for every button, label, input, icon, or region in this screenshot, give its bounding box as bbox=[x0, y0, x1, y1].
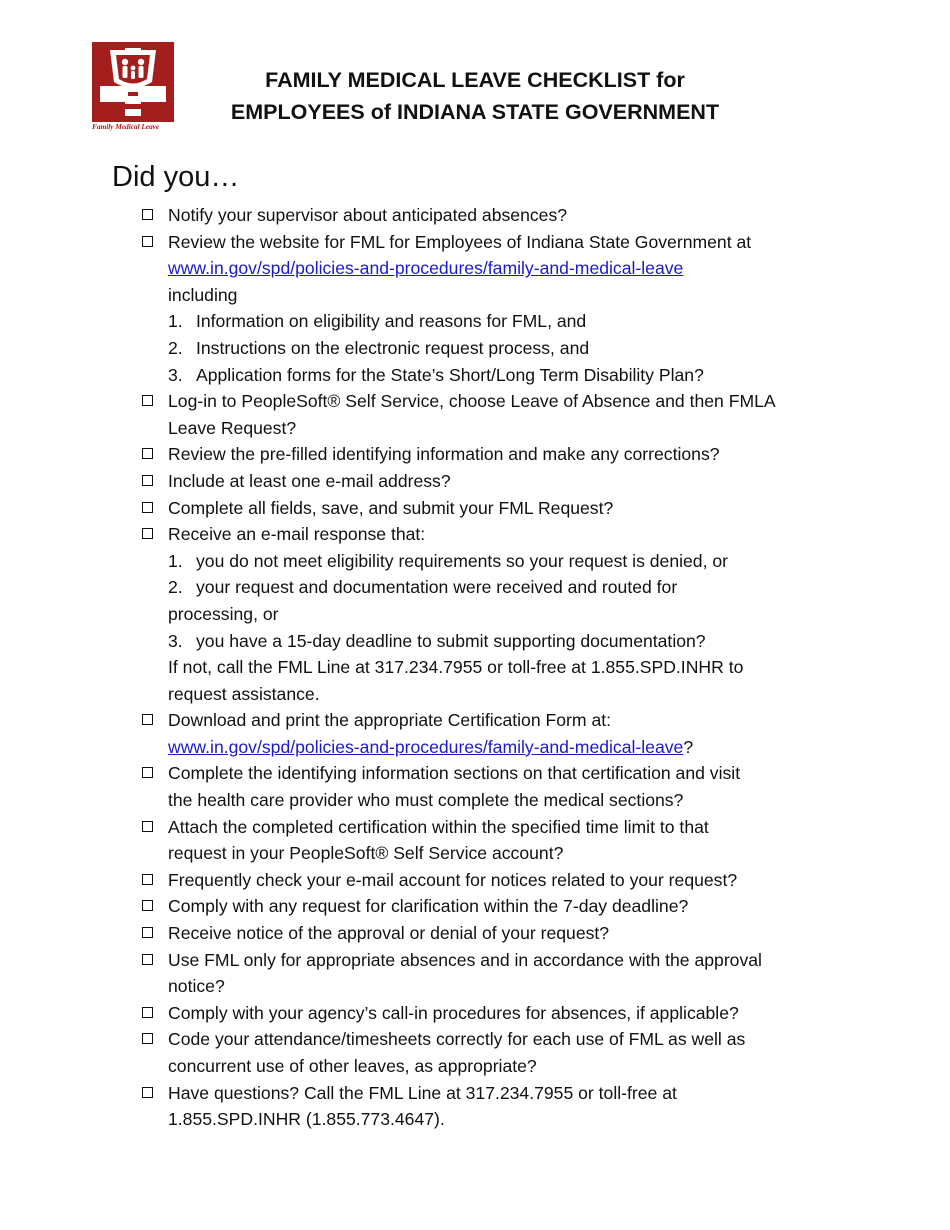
checklist-item bbox=[141, 441, 861, 468]
checklist-item bbox=[141, 947, 861, 1000]
sub-item bbox=[168, 548, 861, 575]
link-suffix: ? bbox=[683, 736, 694, 757]
sub-item-text: Application forms for the State’s Short/Long Term Disability Plan? bbox=[196, 364, 704, 385]
checkbox-icon[interactable] bbox=[142, 767, 153, 778]
checkbox-icon[interactable] bbox=[142, 475, 153, 486]
checkbox-icon[interactable] bbox=[142, 448, 153, 459]
checklist-item bbox=[141, 521, 861, 707]
checklist-item bbox=[141, 760, 861, 813]
checklist-item bbox=[141, 867, 861, 894]
checklist-item bbox=[141, 1026, 861, 1079]
checkbox-icon[interactable] bbox=[142, 927, 153, 938]
checkbox-icon[interactable] bbox=[142, 1033, 153, 1044]
checklist-item bbox=[141, 388, 861, 441]
sub-item bbox=[168, 335, 861, 362]
item-text: Comply with your agency’s call-in procedures for absences, if applicable? bbox=[168, 1002, 739, 1023]
item-text: Review the pre-filled identifying information and make any corrections? bbox=[168, 444, 720, 465]
item-text: Receive notice of the approval or denial of your request? bbox=[168, 923, 610, 944]
item-text: Have questions? Call the FML Line at 317.234.7955 or toll-free at bbox=[168, 1082, 677, 1103]
checklist-item bbox=[141, 893, 861, 920]
checkbox-icon[interactable] bbox=[142, 395, 153, 406]
item-text: Leave Request? bbox=[168, 417, 297, 438]
item-text: Notify your supervisor about anticipated absences? bbox=[168, 205, 568, 225]
sub-item-number: 1. bbox=[168, 311, 183, 332]
checklist-item bbox=[141, 468, 861, 495]
checkbox-icon[interactable] bbox=[142, 236, 153, 247]
page-title bbox=[160, 64, 790, 128]
sub-item bbox=[168, 308, 861, 335]
checklist-item bbox=[141, 1080, 861, 1133]
item-text: Complete all fields, save, and submit your FML Request? bbox=[168, 497, 614, 518]
sub-item-number: 3. bbox=[168, 630, 183, 651]
item-text: Use FML only for appropriate absences and in accordance with the approval bbox=[168, 949, 762, 970]
item-text: Include at least one e-mail address? bbox=[168, 470, 451, 491]
checklist-item bbox=[141, 707, 861, 760]
checklist-item bbox=[141, 495, 861, 522]
checklist-item bbox=[141, 202, 861, 229]
checkbox-icon[interactable] bbox=[142, 900, 153, 911]
sub-item-text: Information on eligibility and reasons for FML, and bbox=[196, 311, 587, 332]
checkbox-icon[interactable] bbox=[142, 821, 153, 832]
checkbox-icon[interactable] bbox=[142, 502, 153, 513]
item-text: including bbox=[168, 284, 238, 305]
sub-item-continuation bbox=[168, 601, 861, 628]
item-text: concurrent use of other leaves, as appropriate? bbox=[168, 1056, 537, 1076]
sub-item-number: 3. bbox=[168, 364, 183, 385]
item-text: Complete the identifying information sections on that certification and visit bbox=[168, 763, 741, 784]
title-line-2: EMPLOYEES of INDIANA STATE GOVERNMENT bbox=[230, 100, 720, 124]
checklist-item bbox=[141, 814, 861, 867]
title-line-1: FAMILY MEDICAL LEAVE CHECKLIST for bbox=[265, 68, 685, 92]
item-text: 1.855.SPD.INHR (1.855.773.4647). bbox=[168, 1109, 445, 1130]
item-text: Comply with any request for clarification within the 7-day deadline? bbox=[168, 896, 689, 917]
item-text: Code your attendance/timesheets correctly for each use of FML as well as bbox=[168, 1029, 746, 1050]
checkbox-icon[interactable] bbox=[142, 954, 153, 965]
certification-form-link[interactable]: www.in.gov/spd/policies-and-procedures/family-and-medical-leave bbox=[168, 736, 684, 757]
item-text: Download and print the appropriate Certification Form at: bbox=[168, 710, 612, 731]
item-text: the health care provider who must complete the medical sections? bbox=[168, 790, 684, 811]
item-text: request assistance. bbox=[168, 683, 320, 704]
checklist-item bbox=[141, 229, 861, 389]
item-text: Review the website for FML for Employees of Indiana State Government at bbox=[168, 231, 752, 252]
item-text: Log-in to PeopleSoft® Self Service, choose Leave of Absence and then FMLA bbox=[168, 391, 776, 412]
checklist-item bbox=[141, 1000, 861, 1027]
item-text: If not, call the FML Line at 317.234.7955 or toll-free at 1.855.SPD.INHR to bbox=[168, 657, 744, 678]
logo-caption: Family Medical Leave bbox=[92, 122, 160, 131]
sub-item bbox=[168, 574, 861, 601]
checkbox-icon[interactable] bbox=[142, 714, 153, 725]
checklist-item bbox=[141, 920, 861, 947]
sub-item-number: 2. bbox=[168, 337, 183, 358]
fml-website-link[interactable]: www.in.gov/spd/policies-and-procedures/family-and-medical-leave bbox=[168, 258, 684, 279]
checklist bbox=[141, 202, 861, 1133]
item-text: Attach the completed certification within the specified time limit to that bbox=[168, 816, 709, 837]
sub-item-text: you do not meet eligibility requirements so your request is denied, or bbox=[196, 550, 729, 571]
sub-item bbox=[168, 362, 861, 389]
item-text: Receive an e-mail response that: bbox=[168, 524, 426, 545]
checkbox-icon[interactable] bbox=[142, 1007, 153, 1018]
checkbox-icon[interactable] bbox=[142, 209, 153, 220]
sub-item-text: your request and documentation were received and routed for bbox=[196, 577, 678, 598]
sub-item-number: 2. bbox=[168, 577, 183, 598]
sub-item-text: Instructions on the electronic request process, and bbox=[196, 337, 590, 358]
item-text: Frequently check your e-mail account for notices related to your request? bbox=[168, 869, 738, 890]
sub-item-text: you have a 15-day deadline to submit supporting documentation? bbox=[196, 630, 706, 651]
item-text: notice? bbox=[168, 976, 225, 997]
sub-item bbox=[168, 628, 861, 655]
item-text: request in your PeopleSoft® Self Service account? bbox=[168, 843, 564, 864]
checkbox-icon[interactable] bbox=[142, 874, 153, 885]
sub-item-text: processing, or bbox=[168, 603, 279, 624]
checkbox-icon[interactable] bbox=[142, 1087, 153, 1098]
section-heading: Did you… bbox=[112, 161, 240, 193]
checkbox-icon[interactable] bbox=[142, 528, 153, 539]
sub-item-number: 1. bbox=[168, 550, 183, 571]
